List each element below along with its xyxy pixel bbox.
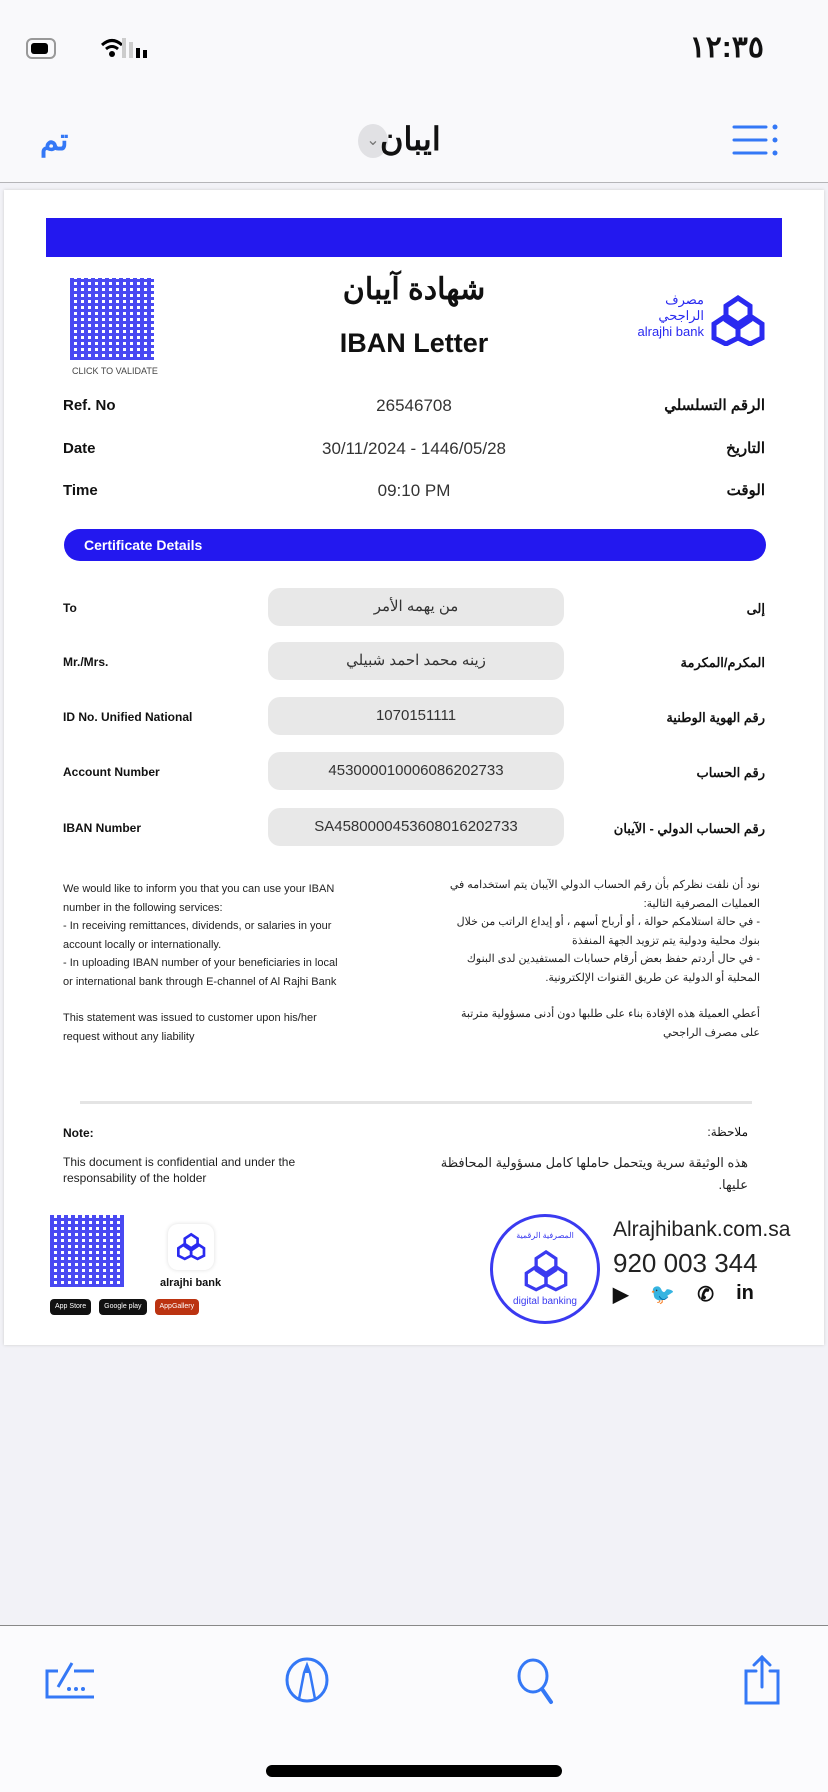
info-line: - في حال أردتم حفظ بعض أرقام حسابات المستفيدين لدى البنوك bbox=[466, 953, 760, 965]
info-line: المحلية أو الدولية عن طريق القنوات الإلكترونية. bbox=[545, 971, 760, 984]
date-label-ar: التاريخ bbox=[726, 440, 765, 457]
field-label-ar: إلى bbox=[746, 601, 765, 616]
app-qr-code[interactable] bbox=[50, 1215, 124, 1287]
field-value: من يهمه الأمر bbox=[268, 588, 564, 626]
wifi-signal-icon bbox=[100, 36, 160, 60]
info-english bbox=[63, 880, 393, 1046]
markup-keyboard-icon[interactable] bbox=[44, 1655, 94, 1705]
statement-line: أعطي العميلة هذه الإفادة بناء على طلبها دون أدنى مسؤولية مترتبة bbox=[461, 1008, 760, 1020]
info-line: - في حالة استلامكم حوالة ، أو أرباح أسهم ، أو إيداع الراتب من خلال bbox=[456, 916, 760, 928]
note-line: This document is confidential and under the bbox=[63, 1155, 296, 1169]
info-arabic bbox=[420, 876, 760, 1042]
field-label: IBAN Number bbox=[63, 821, 142, 835]
logo-en: alrajhi bank bbox=[637, 324, 704, 339]
google-play-badge[interactable]: Google play bbox=[99, 1299, 146, 1315]
field-label: Mr./Mrs. bbox=[63, 655, 109, 669]
info-line: We would like to inform you that you can use your IBAN bbox=[63, 883, 335, 895]
field-value: SA4580000453608016202733 bbox=[268, 808, 564, 846]
certificate-details-header: Certificate Details bbox=[64, 529, 766, 561]
statement-line: request without any liability bbox=[63, 1030, 195, 1043]
alrajhi-logo-icon bbox=[523, 1247, 569, 1293]
alrajhi-logo-icon bbox=[710, 294, 766, 346]
ref-value: 26546708 bbox=[376, 396, 452, 415]
battery-icon bbox=[26, 38, 56, 59]
app-store-badge[interactable]: App Store bbox=[50, 1299, 91, 1315]
document-title[interactable]: ايبان bbox=[380, 121, 441, 157]
field-value: 453000010006086202733 bbox=[268, 752, 564, 790]
field-label: ID No. Unified National bbox=[63, 710, 193, 724]
statement-line: This statement was issued to customer upon his/her bbox=[63, 1012, 317, 1024]
note-title: Note: bbox=[63, 1126, 94, 1140]
done-button[interactable]: تم bbox=[40, 124, 69, 157]
note-arabic bbox=[408, 1152, 748, 1196]
stamp-top-text: المصرفية الرقمية bbox=[516, 1231, 574, 1240]
time-label-ar: الوقت bbox=[726, 482, 765, 499]
search-icon[interactable] bbox=[513, 1655, 563, 1705]
date-value: 30/11/2024 - 1446/05/28 bbox=[321, 439, 506, 458]
note-line: هذه الوثيقة سرية ويتحمل حاملها كامل مسؤولية المحافظة bbox=[440, 1155, 748, 1170]
field-label-ar: رقم الحساب الدولي - الآيبان bbox=[613, 821, 765, 836]
qr-caption: CLICK TO VALIDATE bbox=[72, 366, 158, 376]
title-arabic: شهادة آيبان bbox=[342, 273, 486, 306]
logo-ar: مصرف الراجحي bbox=[658, 292, 704, 323]
stamp-bottom-text: digital banking bbox=[513, 1296, 577, 1307]
field-value: زينه محمد احمد شبيلي bbox=[268, 642, 564, 680]
statement-line: على مصرف الراجحي bbox=[663, 1026, 760, 1039]
field-value: 1070151111 bbox=[268, 697, 564, 735]
field-label-ar: المكرم/المكرمة bbox=[680, 655, 765, 670]
share-icon[interactable] bbox=[738, 1655, 788, 1705]
phone-number[interactable]: 920 003 344 bbox=[613, 1248, 758, 1278]
pen-markup-icon[interactable] bbox=[282, 1655, 332, 1705]
store-badges bbox=[50, 1299, 199, 1315]
info-line: نود أن نلفت نظركم بأن رقم الحساب الدولي الآيبان يتم استخدامه في bbox=[449, 879, 760, 891]
bank-logo-text bbox=[618, 292, 704, 340]
note-title-ar: ملاحظة: bbox=[707, 1125, 748, 1139]
header-bar bbox=[46, 218, 782, 257]
note-english bbox=[63, 1154, 295, 1186]
alrajhi-logo-icon bbox=[168, 1224, 214, 1270]
field-label-ar: رقم الحساب bbox=[696, 765, 765, 780]
list-icon[interactable] bbox=[732, 124, 778, 156]
info-line: account locally or internationally. bbox=[63, 938, 222, 951]
appgallery-badge[interactable]: AppGallery bbox=[155, 1299, 200, 1315]
twitter-icon[interactable]: 🐦 bbox=[650, 1284, 676, 1306]
home-indicator[interactable] bbox=[266, 1765, 562, 1777]
note-line: responsability of the holder bbox=[63, 1171, 207, 1185]
digital-banking-stamp bbox=[490, 1214, 600, 1324]
youtube-icon[interactable]: ▶ bbox=[613, 1284, 629, 1306]
field-label: Account Number bbox=[63, 765, 160, 779]
time-label: Time bbox=[63, 482, 98, 499]
time-value: 09:10 PM bbox=[377, 481, 451, 500]
status-time: ١٢:٣٥ bbox=[689, 31, 764, 64]
field-label-ar: رقم الهوية الوطنية bbox=[666, 710, 765, 725]
app-icon bbox=[168, 1224, 214, 1270]
info-line: or international bank through E-channel of Al Rajhi Bank bbox=[63, 975, 337, 988]
divider bbox=[80, 1101, 752, 1104]
field-label: To bbox=[63, 601, 77, 615]
info-line: العمليات المصرفية التالية: bbox=[643, 897, 760, 910]
whatsapp-icon[interactable]: ✆ bbox=[697, 1284, 715, 1306]
info-line: بنوك محلية ودولية يتم تزويد الجهة المنفذة bbox=[571, 934, 760, 947]
title-english: IBAN Letter bbox=[339, 328, 489, 358]
info-line: number in the following services: bbox=[63, 901, 223, 914]
info-line: - In receiving remittances, dividends, or salaries in your bbox=[63, 920, 332, 932]
website[interactable]: Alrajhibank.com.sa bbox=[613, 1218, 791, 1241]
ref-label: Ref. No bbox=[63, 397, 116, 414]
date-label: Date bbox=[63, 440, 96, 457]
linkedin-icon[interactable]: in bbox=[736, 1282, 754, 1304]
social-icons bbox=[613, 1282, 754, 1307]
ref-label-ar: الرقم التسلسلي bbox=[664, 397, 765, 414]
chevron-down-icon[interactable]: ⌄ bbox=[358, 124, 388, 158]
app-name: alrajhi bank bbox=[160, 1277, 222, 1289]
info-line: - In uploading IBAN number of your beneficiaries in local bbox=[63, 957, 338, 969]
note-line: عليها. bbox=[718, 1177, 748, 1192]
